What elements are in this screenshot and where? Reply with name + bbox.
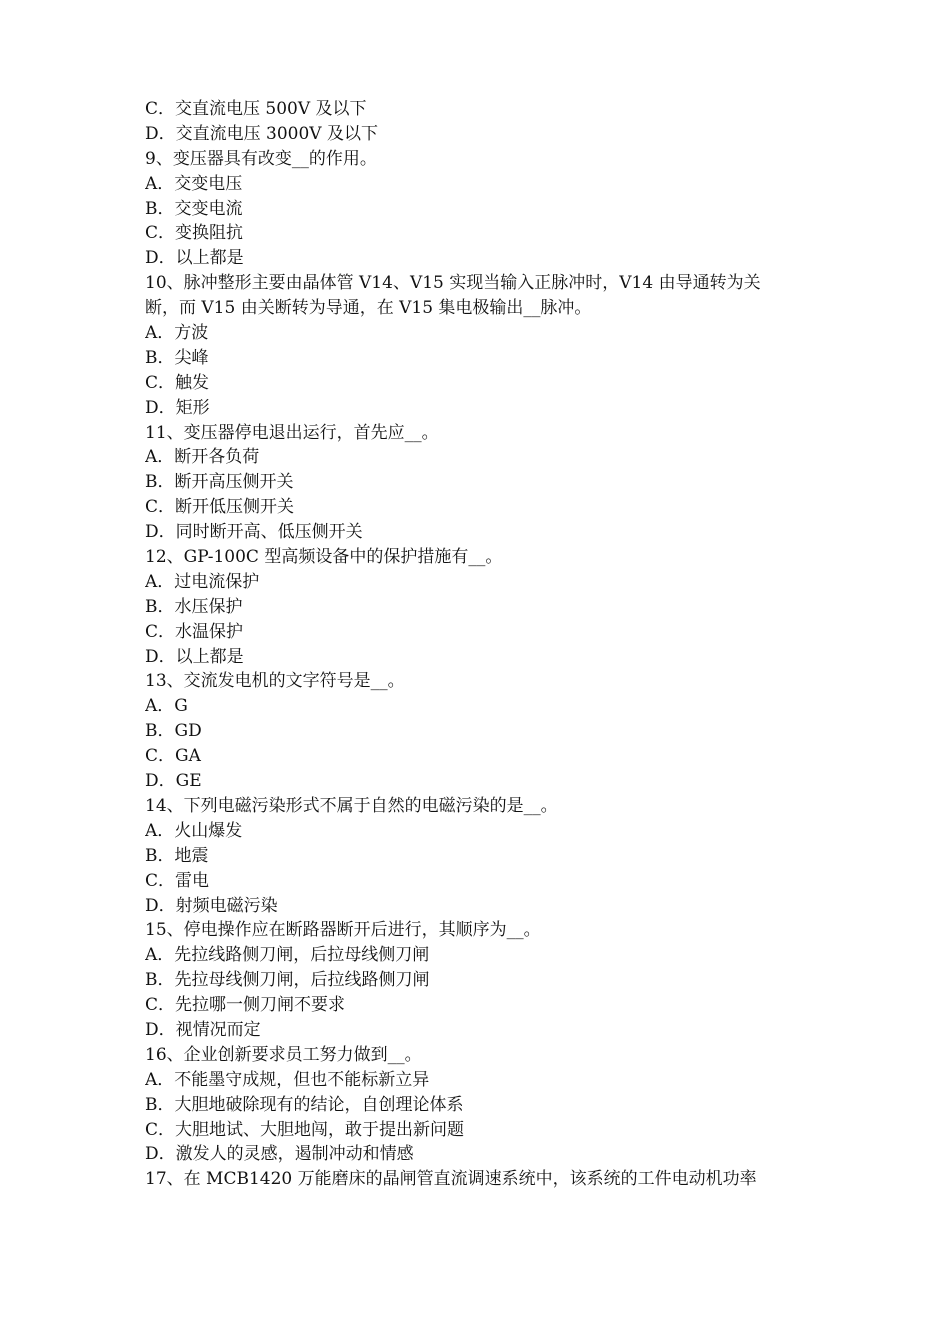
answer-option: B．地震 [145, 845, 209, 866]
question-text: 14、下列电磁污染形式不属于自然的电磁污染的是__。 [145, 795, 558, 816]
answer-option: D．GE [145, 771, 202, 792]
answer-option: A．不能墨守成规，但也不能标新立异 [145, 1069, 430, 1090]
answer-option: C．GA [145, 746, 201, 767]
answer-option: C．大胆地试、大胆地闯，敢于提出新问题 [145, 1119, 465, 1140]
answer-option: D．射频电磁污染 [145, 895, 278, 916]
answer-option: B．尖峰 [145, 347, 209, 368]
answer-option: C．交直流电压 500V 及以下 [145, 99, 367, 119]
answer-option: B．先拉母线侧刀闸，后拉线路侧刀闸 [145, 970, 430, 991]
answer-option: C．断开低压侧开关 [145, 497, 295, 518]
answer-option: D．矩形 [145, 397, 210, 418]
question-text: 12、GP-100C 型高频设备中的保护措施有__。 [145, 547, 503, 568]
answer-option: B．交变电流 [145, 198, 243, 219]
page-content [145, 97, 810, 1192]
question-text: 13、交流发电机的文字符号是__。 [145, 671, 405, 692]
answer-option: A．方波 [145, 323, 209, 344]
question-text: 断，而 V15 由关断转为导通，在 V15 集电极输出__脉冲。 [145, 298, 592, 319]
answer-option: C．变换阻抗 [145, 223, 244, 244]
answer-option: D．视情况而定 [145, 1019, 261, 1040]
question-text: 11、变压器停电退出运行，首先应__。 [145, 422, 439, 443]
answer-option: D．激发人的灵感，遏制冲动和情感 [145, 1144, 414, 1165]
answer-option: A．火山爆发 [145, 820, 243, 841]
question-text: 16、企业创新要求员工努力做到__。 [145, 1044, 422, 1065]
answer-option: C．先拉哪一侧刀闸不要求 [145, 995, 346, 1016]
answer-option: B．GD [145, 721, 202, 742]
answer-option: C．触发 [145, 372, 210, 393]
answer-option: A．断开各负荷 [145, 447, 260, 468]
answer-option: B．水压保护 [145, 596, 243, 617]
answer-option: A．G [145, 696, 188, 717]
question-text: 9、变压器具有改变__的作用。 [145, 148, 377, 169]
answer-option: A．过电流保护 [145, 571, 260, 592]
answer-option: B．大胆地破除现有的结论，自创理论体系 [145, 1094, 464, 1115]
answer-option: D．以上都是 [145, 646, 244, 667]
answer-option: D．以上都是 [145, 248, 244, 269]
answer-option: D．交直流电压 3000V 及以下 [145, 123, 378, 144]
question-text: 15、停电操作应在断路器断开后进行，其顺序为__。 [145, 920, 541, 941]
answer-option: C．水温保护 [145, 621, 244, 642]
answer-option: A．交变电压 [145, 173, 243, 194]
question-text: 17、在 MCB1420 万能磨床的晶闸管直流调速系统中，该系统的工件电动机功率 [145, 1169, 757, 1190]
answer-option: B．断开高压侧开关 [145, 472, 294, 493]
question-text: 10、脉冲整形主要由晶体管 V14、V15 实现当输入正脉冲时，V14 由导通转为关 [145, 273, 761, 294]
answer-option: D．同时断开高、低压侧开关 [145, 522, 363, 543]
answer-option: A．先拉线路侧刀闸，后拉母线侧刀闸 [145, 945, 430, 966]
answer-option: C．雷电 [145, 870, 210, 891]
